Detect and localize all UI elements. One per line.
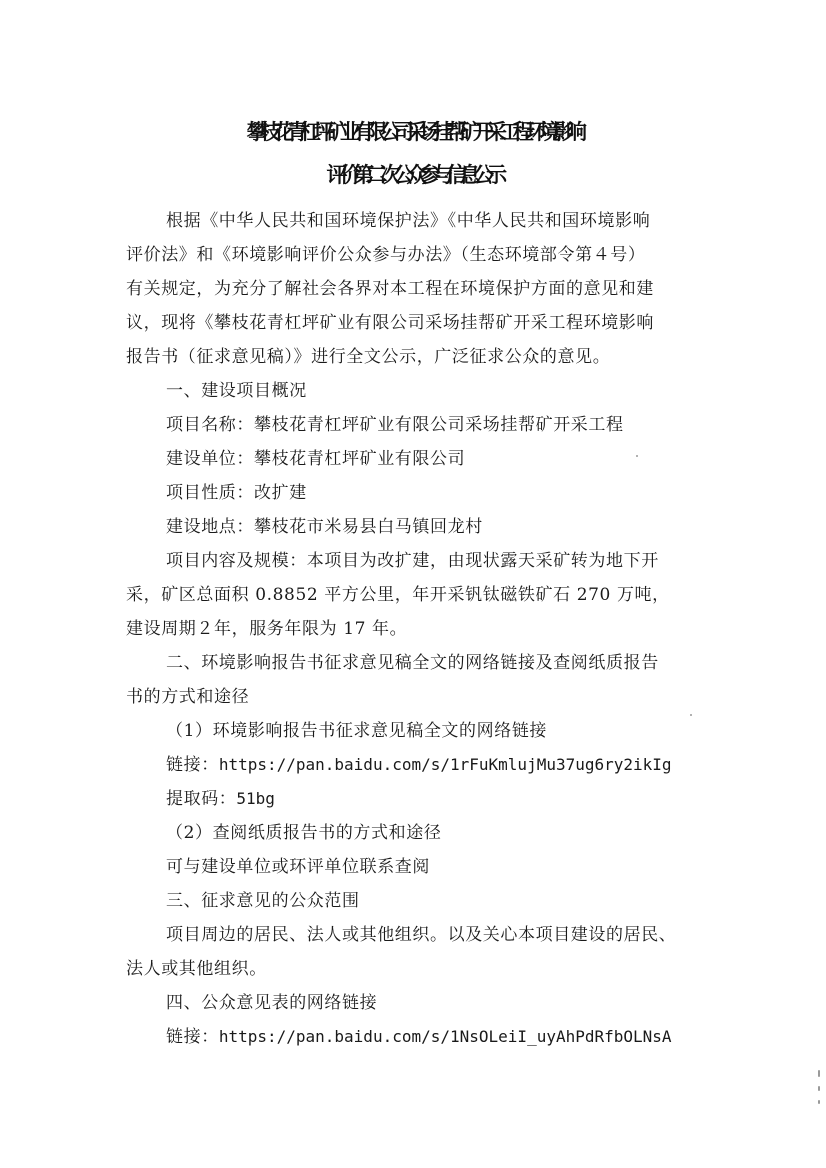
scan-artifact	[818, 1086, 820, 1091]
section-4-heading: 四、公众意见表的网络链接	[166, 993, 378, 1013]
section-1-heading: 一、建设项目概况	[166, 381, 307, 401]
section-2-heading-line: 二、环境影响报告书征求意见稿全文的网络链接及查阅纸质报告	[166, 653, 659, 673]
scan-artifact	[690, 714, 692, 716]
scope-paragraph-line: 建设周期２年，服务年限为 17 年。	[126, 619, 408, 639]
builder-label: 建设单位：	[166, 449, 254, 469]
scan-artifact	[818, 1070, 820, 1077]
section-2-heading-line: 书的方式和途径	[126, 687, 250, 707]
section-3-heading: 三、征求意见的公众范围	[166, 891, 360, 911]
project-name-row	[126, 408, 711, 442]
subsection-2-text: 可与建设单位或环评单位联系查阅	[166, 857, 430, 877]
document-title-line-1: 攀枝花青杠坪矿业有限公司采场挂帮矿开采工程环境影响	[246, 119, 580, 144]
section-3-text-line: 项目周边的居民、法人或其他组织。以及关心本项目建设的居民、	[166, 925, 677, 945]
project-name-label: 项目名称：	[166, 415, 254, 435]
opinion-form-link-row	[126, 1020, 711, 1054]
scope-paragraph-line: 采，矿区总面积 0.8852 平方公里，年开采钒钛磁铁矿石 270 万吨，	[126, 585, 670, 605]
subsection-2-heading: （2）查阅纸质报告书的方式和途径	[166, 823, 442, 843]
scope-paragraph-line: 项目内容及规模：本项目为改扩建，由现状露天采矿转为地下开	[166, 551, 659, 571]
builder-row	[126, 442, 711, 476]
intro-paragraph-line: 议，现将《攀枝花青杠坪矿业有限公司采场挂帮矿开采工程环境影响	[126, 313, 654, 333]
location-value: 攀枝花市米易县白马镇回龙村	[254, 517, 483, 537]
document-body	[126, 204, 711, 1054]
nature-row	[126, 476, 711, 510]
location-label: 建设地点：	[166, 517, 254, 537]
location-row	[126, 510, 711, 544]
intro-paragraph-line: 有关规定，为充分了解社会各界对本工程在环境保护方面的意见和建	[126, 279, 654, 299]
report-link-row	[126, 748, 711, 782]
report-link-label: 链接：	[166, 755, 219, 775]
opinion-form-link-label: 链接：	[166, 1027, 219, 1047]
intro-paragraph-line: 根据《中华人民共和国环境保护法》《中华人民共和国环境影响	[166, 211, 651, 231]
extraction-code-value: 51bg	[236, 789, 275, 808]
nature-value: 改扩建	[254, 483, 307, 503]
intro-paragraph-line: 评价法》和《环境影响评价公众参与办法》（生态环境部令第４号）	[126, 245, 646, 265]
subsection-1-heading: （1）环境影响报告书征求意见稿全文的网络链接	[166, 721, 548, 741]
document-title-line-2: 评价第二次公众参与信息公示	[326, 162, 500, 187]
builder-value: 攀枝花青杠坪矿业有限公司	[254, 449, 466, 469]
report-link-url[interactable]: https://pan.baidu.com/s/1rFuKmlujMu37ug6ry2ikIg	[218, 755, 672, 774]
scan-artifact	[636, 455, 638, 457]
project-name-value: 攀枝花青杠坪矿业有限公司采场挂帮矿开采工程	[254, 415, 624, 435]
intro-paragraph-line: 报告书（征求意见稿）》进行全文公示，广泛征求公众的意见。	[126, 347, 611, 367]
scan-artifact	[818, 1100, 820, 1104]
extraction-code-row	[126, 782, 711, 816]
nature-label: 项目性质：	[166, 483, 254, 503]
opinion-form-link-url[interactable]: https://pan.baidu.com/s/1NsOLeiI_uyAhPdRfbOLNsA	[218, 1027, 672, 1046]
section-3-text-line: 法人或其他组织。	[126, 959, 267, 979]
extraction-code-label: 提取码：	[166, 789, 237, 809]
